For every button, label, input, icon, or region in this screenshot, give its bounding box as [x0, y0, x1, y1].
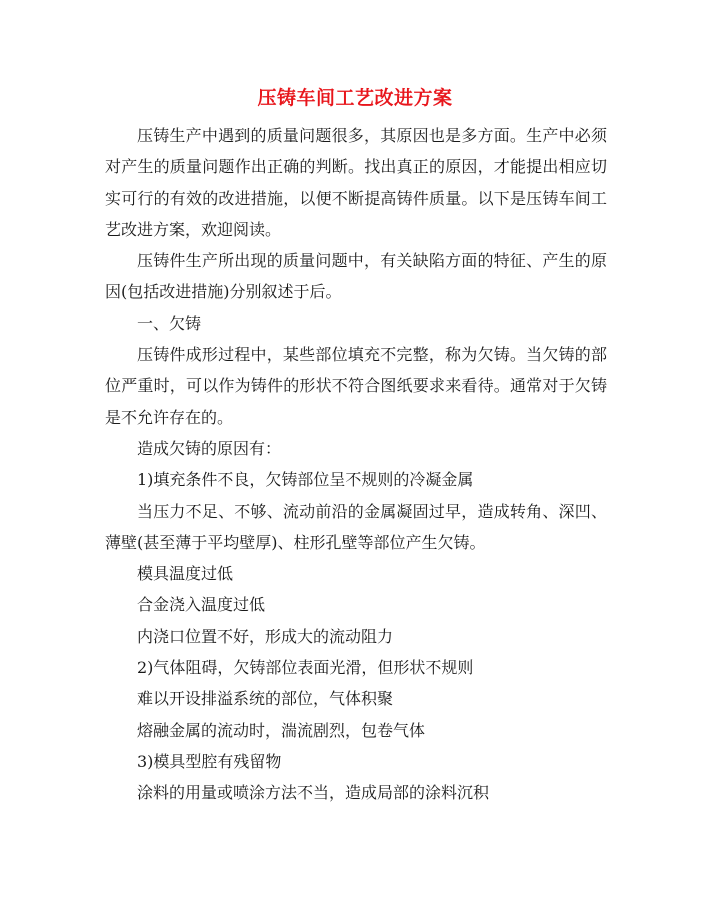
paragraph-defects-overview: 压铸件生产所出现的质量问题中，有关缺陷方面的特征、产生的原因(包括改进措施)分别叙述于后。: [105, 251, 607, 302]
list-item: 熔融金属的流动时，湍流剧烈，包卷气体: [137, 720, 426, 740]
section-heading-underfill: 一、欠铸: [137, 313, 202, 333]
cause-3-heading: 3)模具型腔有残留物: [137, 751, 282, 771]
cause-1-heading: 1)填充条件不良，欠铸部位呈不规则的冷凝金属: [137, 470, 474, 490]
list-item: 内浇口位置不好，形成大的流动阻力: [137, 626, 394, 646]
causes-heading: 造成欠铸的原因有：: [137, 438, 282, 458]
paragraph-underfill-definition: 压铸件成形过程中，某些部位填充不完整，称为欠铸。当欠铸的部位严重时，可以作为铸件的形状不符合图纸要求来看待。通常对于欠铸是不允许存在的。: [105, 345, 607, 427]
document-body: [105, 120, 607, 809]
paragraph-cause-1-detail: 当压力不足、不够、流动前沿的金属凝固过早，造成转角、深凹、薄壁(甚至薄于平均壁厚)、柱形孔壁等部位产生欠铸。: [105, 501, 607, 552]
list-item: 涂料的用量或喷涂方法不当，造成局部的涂料沉积: [137, 783, 490, 803]
list-item: 合金浇入温度过低: [137, 595, 266, 615]
paragraph-intro: 压铸生产中遇到的质量问题很多，其原因也是多方面。生产中必须对产生的质量问题作出正确的判断。找出真正的原因，才能提出相应切实可行的有效的改进措施，以便不断提高铸件质量。以下是压铸车间工艺改进方案，欢迎阅读。: [105, 126, 607, 239]
list-item: 模具温度过低: [137, 564, 234, 584]
cause-2-heading: 2)气体阻碍，欠铸部位表面光滑，但形状不规则: [137, 658, 474, 678]
list-item: 难以开设排溢系统的部位，气体积聚: [137, 689, 394, 709]
document-title: 压铸车间工艺改进方案: [257, 87, 453, 109]
